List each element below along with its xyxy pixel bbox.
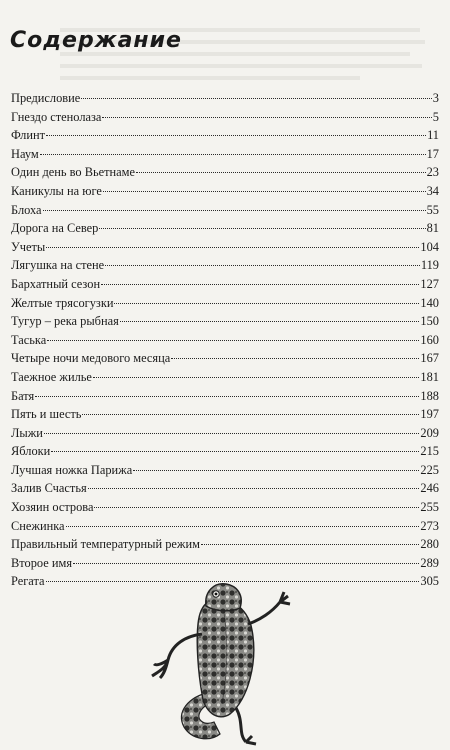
toc-entry[interactable] [11, 498, 439, 517]
toc-title: Яблоки [11, 444, 51, 459]
toc-title: Пять и шесть [11, 407, 82, 422]
toc-page: 17 [426, 146, 439, 161]
toc-title: Гнездо стенолаза [11, 109, 102, 124]
dot-leader [101, 283, 419, 285]
dot-leader [103, 190, 426, 192]
dot-leader [99, 227, 425, 229]
toc-entry[interactable] [11, 405, 439, 424]
toc-entry[interactable] [11, 517, 439, 536]
toc-title: Таська [11, 332, 47, 347]
toc-entry[interactable] [11, 424, 439, 443]
toc-entry[interactable] [11, 442, 439, 461]
toc-entry[interactable] [11, 219, 439, 238]
toc-entry[interactable] [11, 368, 439, 387]
toc-entry[interactable] [11, 182, 439, 201]
toc-page: 160 [420, 332, 439, 347]
dot-leader [105, 264, 420, 266]
toc-page: 209 [420, 425, 439, 440]
dot-leader [81, 97, 432, 99]
toc-title: Лучшая ножка Парижа [11, 462, 133, 477]
toc-page: 81 [426, 221, 439, 236]
toc-title: Дорога на Север [11, 221, 99, 236]
toc-page: 289 [420, 555, 439, 570]
toc-entry[interactable] [11, 108, 439, 127]
toc-title: Правильный температурный режим [11, 537, 200, 552]
frog-illustration [148, 572, 298, 747]
dot-leader [133, 469, 419, 471]
toc-page: 305 [420, 574, 439, 589]
toc-page: 215 [420, 444, 439, 459]
dot-leader [120, 320, 420, 322]
dot-leader [51, 450, 419, 452]
toc-page: 119 [420, 258, 439, 273]
dot-leader [44, 432, 419, 434]
toc-title: Регата [11, 574, 45, 589]
toc-title: Четыре ночи медового месяца [11, 351, 171, 366]
toc-title: Учеты [11, 239, 46, 254]
toc-entry[interactable] [11, 387, 439, 406]
toc-title: Наум [11, 146, 39, 161]
toc-title: Батя [11, 388, 35, 403]
toc-title: Лягушка на стене [11, 258, 105, 273]
toc-page: 167 [420, 351, 439, 366]
toc-title: Залив Счастья [11, 481, 87, 496]
dot-leader [171, 357, 419, 359]
toc-entry[interactable] [11, 126, 439, 145]
page-title: Содержание [10, 28, 182, 53]
dot-leader [46, 246, 419, 248]
toc-entry[interactable] [11, 535, 439, 554]
toc-page: 11 [427, 128, 439, 143]
dot-leader [136, 171, 426, 173]
toc-page: 34 [426, 183, 439, 198]
toc-entry[interactable] [11, 479, 439, 498]
toc-page: 5 [432, 109, 439, 124]
toc-entry[interactable] [11, 201, 439, 220]
dot-leader [47, 339, 419, 341]
toc-page: 3 [432, 91, 439, 105]
toc-title: Предисловие [11, 91, 81, 105]
dot-leader [201, 543, 419, 545]
toc-page: 104 [420, 239, 439, 254]
toc-page: 188 [420, 388, 439, 403]
dot-leader [114, 302, 419, 304]
toc-page: 255 [420, 500, 439, 515]
dot-leader [40, 153, 426, 155]
toc-title: Таежное жилье [11, 369, 92, 384]
toc-title: Второе имя [11, 555, 73, 570]
toc-page: 55 [426, 202, 439, 217]
toc-entry[interactable] [11, 554, 439, 573]
toc-entry[interactable] [11, 145, 439, 164]
toc-entry[interactable] [11, 256, 439, 275]
dot-leader [73, 562, 419, 564]
toc-title: Каникулы на юге [11, 183, 102, 198]
dot-leader [46, 134, 426, 136]
toc-title: Один день во Вьетнаме [11, 165, 135, 180]
dot-leader [88, 487, 420, 489]
toc-page: 273 [420, 518, 439, 533]
toc-page: 246 [420, 481, 439, 496]
toc-page: 127 [420, 276, 439, 291]
dot-leader [94, 506, 419, 508]
toc-entry[interactable] [11, 331, 439, 350]
toc-title: Хозяин острова [11, 500, 94, 515]
toc-title: Бархатный сезон [11, 276, 101, 291]
dot-leader [66, 525, 420, 527]
toc-title: Желтые трясогузки [11, 295, 114, 310]
toc-entry[interactable] [11, 238, 439, 257]
toc-page: 197 [420, 407, 439, 422]
toc-page: 140 [420, 295, 439, 310]
dot-leader [93, 376, 419, 378]
toc-entry[interactable] [11, 312, 439, 331]
toc-page: 181 [420, 369, 439, 384]
toc-title: Блоха [11, 202, 42, 217]
toc-page: 23 [426, 165, 439, 180]
dot-leader [82, 413, 419, 415]
toc-entry[interactable] [11, 461, 439, 480]
dot-leader [35, 395, 419, 397]
toc-title: Тугур – река рыбная [11, 314, 119, 329]
toc-page: 280 [420, 537, 439, 552]
toc-page: 225 [420, 462, 439, 477]
toc-entry[interactable] [11, 163, 439, 182]
toc-title: Снежинка [11, 518, 65, 533]
toc-entry[interactable] [11, 275, 439, 294]
toc-title: Лыжи [11, 425, 43, 440]
toc-entry[interactable] [11, 349, 439, 368]
dot-leader [43, 209, 426, 211]
toc-page: 150 [420, 314, 439, 329]
toc-title: Флинт [11, 128, 46, 143]
toc-entry[interactable] [11, 294, 439, 313]
toc-entry[interactable] [11, 89, 439, 108]
table-of-contents [11, 89, 439, 591]
dot-leader [102, 116, 431, 118]
